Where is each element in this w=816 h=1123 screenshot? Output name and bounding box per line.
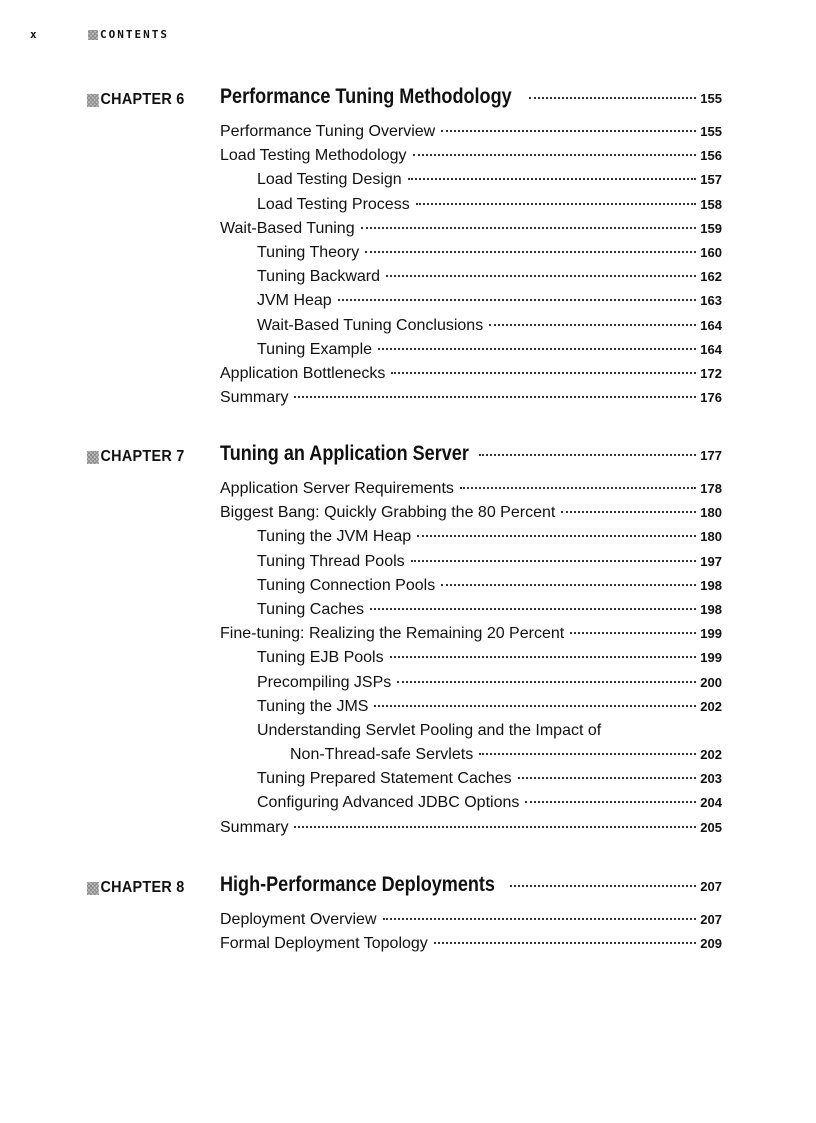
dot-leader [479,454,696,456]
toc-entry-page: 163 [700,293,722,309]
toc-entry-title: Tuning the JVM Heap [257,528,412,546]
toc-entry[interactable] [220,553,722,577]
toc-entry-page: 180 [700,505,722,521]
toc-entries [220,480,722,843]
chapter-title-row[interactable] [220,873,722,897]
chapter-marker-icon [87,451,99,464]
dot-leader [510,885,697,887]
toc-entry-title: Formal Deployment Topology [220,935,428,953]
toc-entries [220,123,722,413]
toc-entry-title: Tuning Prepared Statement Caches [257,770,512,788]
toc-entry[interactable] [220,935,722,959]
toc-entry[interactable] [220,341,722,365]
toc-entry-title: Tuning EJB Pools [257,649,384,667]
running-head [30,28,330,44]
chapter-label [87,879,185,897]
toc-entry-title: Tuning Theory [257,243,360,261]
toc-entry[interactable] [220,674,722,698]
dot-leader [441,130,696,132]
toc-entry[interactable] [220,819,722,843]
chapter-page-number: 177 [700,448,722,463]
toc-entry-title: Understanding Servlet Pooling and the Impact of [257,721,602,739]
toc-entry-page: 172 [700,365,722,381]
toc-entry[interactable] [220,480,722,504]
toc-entry-page: 164 [700,317,722,333]
toc-entry-title: Tuning Backward [257,268,381,286]
dot-leader [417,535,696,537]
toc-entry-page: 202 [700,698,722,714]
toc-entry-title: Wait-Based Tuning [220,219,355,237]
dot-leader [365,251,696,253]
chapter-title-row[interactable] [220,442,722,466]
chapter-title-row[interactable] [220,85,722,109]
toc-entry-title: Biggest Bang: Quickly Grabbing the 80 Percent [220,504,556,522]
toc-entry-page: 202 [700,747,722,763]
chapter-page-number: 155 [700,91,722,106]
dot-leader [479,753,696,755]
toc-entry-page: 176 [700,390,722,406]
toc-entry[interactable] [220,317,722,341]
chapter-heading [0,85,816,115]
toc-entry[interactable] [220,625,722,649]
dot-leader [570,632,696,634]
toc-entry-page: 159 [700,220,722,236]
toc-entry-page: 180 [700,529,722,545]
toc-entry-page: 160 [700,244,722,260]
dot-leader [434,942,696,944]
dot-leader [561,511,696,513]
toc-entry-title: Tuning Example [257,340,373,358]
dot-leader [294,826,696,828]
dot-leader [460,487,696,489]
toc-entry-page: 158 [700,196,722,212]
chapter-title[interactable]: Performance Tuning Methodology [220,85,512,108]
toc-entry[interactable] [220,601,722,625]
toc-entry-title: Deployment Overview [220,911,377,928]
toc-entry-page: 178 [700,481,722,496]
toc-entry-page: 199 [700,626,722,642]
toc-entry-title: Load Testing Process [257,195,410,213]
chapter-title[interactable]: High-Performance Deployments [220,873,495,896]
chapter-label [87,91,185,109]
toc-entry-page: 198 [700,577,722,593]
toc-entry[interactable] [220,292,722,316]
chapter-heading [0,442,816,472]
toc-entry[interactable] [220,698,722,722]
toc-entry-page: 198 [700,601,722,617]
toc-entry-page: 157 [700,172,722,188]
toc-entry-page: 162 [700,269,722,285]
chapter-8 [0,873,816,973]
toc-entry-title: Load Testing Design [257,171,402,189]
chapter-number: CHAPTER 7 [100,448,185,465]
toc-entry-title: Performance Tuning Overview [220,123,436,140]
toc-entry[interactable] [220,123,722,147]
toc-entry-title: Summary [220,818,289,836]
toc-entry-page: 156 [700,148,722,164]
dot-leader [411,560,697,562]
dot-leader [374,705,696,707]
dot-leader [370,608,696,610]
dot-leader [361,227,697,229]
toc-entry-title: Tuning the JMS [257,697,369,715]
toc-entry-page: 209 [700,936,722,952]
dot-leader [416,203,697,205]
toc-entry-page: 200 [700,674,722,690]
chapter-marker-icon [87,94,99,107]
toc-entry-title: Configuring Advanced JDBC Options [257,794,520,812]
chapter-label [87,448,185,466]
toc-entry[interactable] [220,268,722,292]
dot-leader [529,97,696,99]
toc-entry-title: Tuning Caches [257,600,365,618]
toc-entry[interactable] [220,389,722,413]
running-head-title: CONTENTS [100,28,169,41]
dot-leader [338,299,697,301]
chapter-title[interactable]: Tuning an Application Server [220,442,469,465]
dot-leader [390,656,697,658]
dot-leader [525,801,696,803]
toc-entry-title: Non-Thread-safe Servlets [290,746,474,764]
toc-entry-page: 197 [700,553,722,569]
dot-leader [441,584,696,586]
chapter-7 [0,442,816,847]
toc-entry-page: 203 [700,771,722,787]
dot-leader [386,275,696,277]
toc-entry[interactable] [220,147,722,171]
toc-entry-title: Application Server Requirements [220,480,454,497]
toc-entry[interactable] [220,365,722,389]
toc-entry[interactable] [220,649,722,673]
toc-entry-page: 204 [700,795,722,811]
dot-leader [294,396,696,398]
dot-leader [408,178,697,180]
running-head-section [88,28,169,41]
toc-entry-title: Wait-Based Tuning Conclusions [257,316,484,334]
page-folio: x [30,28,39,41]
chapter-marker-icon [88,30,98,40]
toc-entry-title: Precompiling JSPs [257,673,392,691]
toc-entry-page: 199 [700,650,722,666]
toc-entry[interactable] [220,794,722,818]
toc-entries [220,911,722,959]
chapter-6 [0,85,816,415]
chapter-number: CHAPTER 6 [100,91,185,108]
toc-entry-page: 155 [700,124,722,139]
toc-entry[interactable] [220,196,722,220]
toc-entry[interactable] [220,911,722,935]
dot-leader [397,681,696,683]
toc-entry-page: 205 [700,819,722,835]
toc-entry[interactable] [220,244,722,268]
toc-entry-title: Summary [220,389,289,407]
toc-entry-title: Fine-tuning: Realizing the Remaining 20 Percent [220,625,565,643]
dot-leader [378,348,696,350]
chapter-heading [0,873,816,903]
toc-entry-page: 207 [700,912,722,927]
toc-entry[interactable] [220,504,722,528]
toc-entry-title: Tuning Connection Pools [257,576,436,594]
toc-entry-title: JVM Heap [257,292,332,310]
toc-entry[interactable] [220,770,722,794]
toc-entry[interactable] [220,577,722,601]
toc-entry[interactable] [220,746,722,770]
toc-entry-title: Application Bottlenecks [220,364,386,382]
dot-leader [489,324,696,326]
toc-entry[interactable] [220,220,722,244]
toc-entry-title: Load Testing Methodology [220,147,407,165]
dot-leader [413,154,697,156]
toc-entry[interactable] [220,528,722,552]
dot-leader [518,777,697,779]
toc-entry-page: 164 [700,341,722,357]
toc-entry[interactable] [220,722,722,746]
chapter-number: CHAPTER 8 [100,879,185,896]
toc-entry[interactable] [220,171,722,195]
dot-leader [383,918,697,920]
chapter-page-number: 207 [700,879,722,894]
toc-entry-title: Tuning Thread Pools [257,552,405,570]
chapter-marker-icon [87,882,99,895]
dot-leader [391,372,696,374]
